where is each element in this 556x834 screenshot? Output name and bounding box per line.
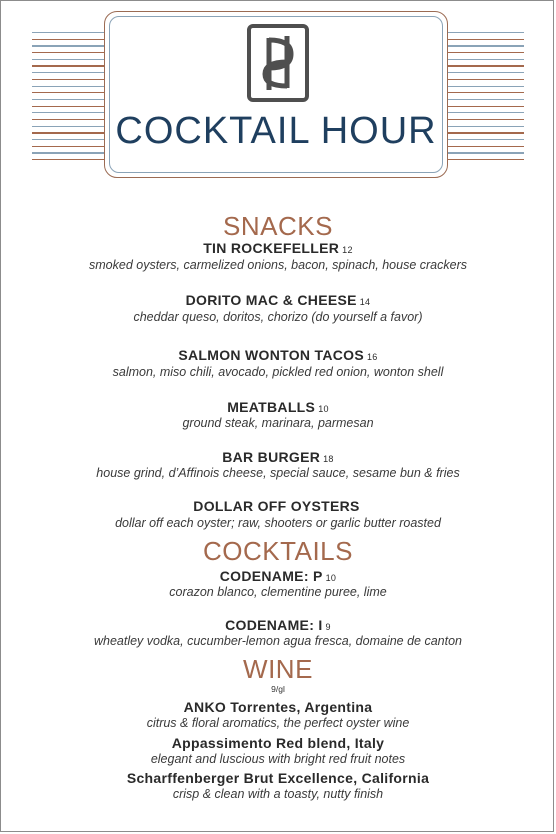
pd-monogram-logo-icon [247, 24, 309, 102]
menu-item-name: BAR BURGER 18 [222, 449, 334, 465]
wine-price-note: 9/gl [271, 684, 285, 694]
page-title: COCKTAIL HOUR [115, 110, 437, 152]
menu-item-description: corazon blanco, clementine puree, lime [169, 585, 387, 599]
menu-item-name: CODENAME: P 10 [219, 568, 337, 584]
menu-item-description: crisp & clean with a toasty, nutty finish [172, 787, 384, 801]
menu-item-name: CODENAME: I 9 [225, 617, 331, 633]
menu-item-name: Appassimento Red blend, Italy [171, 735, 385, 751]
decorative-stripes-left [32, 32, 108, 176]
menu-item-description: wheatley vodka, cucumber-lemon agua fresca, domaine de canton [93, 634, 463, 648]
menu-item-price: 14 [359, 297, 371, 307]
menu-item-name: SALMON WONTON TACOS 16 [178, 347, 378, 363]
menu-item-name: DORITO MAC & CHEESE 14 [185, 292, 371, 308]
menu-item-description: elegant and luscious with bright red fruit notes [150, 752, 406, 766]
menu-item-description: smoked oysters, carmelized onions, bacon, spinach, house crackers [89, 258, 467, 272]
menu-item-name: MEATBALLS 10 [227, 399, 329, 415]
menu-item-price: 10 [325, 573, 337, 583]
menu-item-description: house grind, d’Affinois cheese, special sauce, sesame bun & fries [96, 466, 460, 480]
menu-item-price: 18 [323, 454, 334, 464]
menu-item-name: ANKO Torrentes, Argentina [183, 699, 373, 715]
menu-item-description: salmon, miso chili, avocado, pickled red onion, wonton shell [112, 365, 444, 379]
menu-item-price: 10 [318, 404, 329, 414]
section-heading-wine: WINE [243, 654, 313, 684]
menu-item-price: 12 [342, 245, 353, 255]
menu-item-description: ground steak, marinara, parmesan [182, 416, 374, 430]
section-heading-cocktails: COCKTAILS [203, 536, 353, 566]
section-heading-snacks: SNACKS [223, 211, 333, 241]
menu-item-name: Scharffenberger Brut Excellence, California [126, 770, 430, 786]
menu-item-name: TIN ROCKEFELLER 12 [203, 240, 353, 256]
menu-item-name: DOLLAR OFF OYSTERS [193, 498, 360, 514]
menu-item-description: citrus & floral aromatics, the perfect oyster wine [146, 716, 410, 730]
menu-item-price: 16 [367, 352, 378, 362]
menu-item-price: 9 [325, 622, 331, 632]
menu-item-description: dollar off each oyster; raw, shooters or garlic butter roasted [115, 516, 441, 530]
decorative-stripes-right [446, 32, 524, 176]
menu-item-description: cheddar queso, doritos, chorizo (do yourself a favor) [133, 310, 423, 324]
